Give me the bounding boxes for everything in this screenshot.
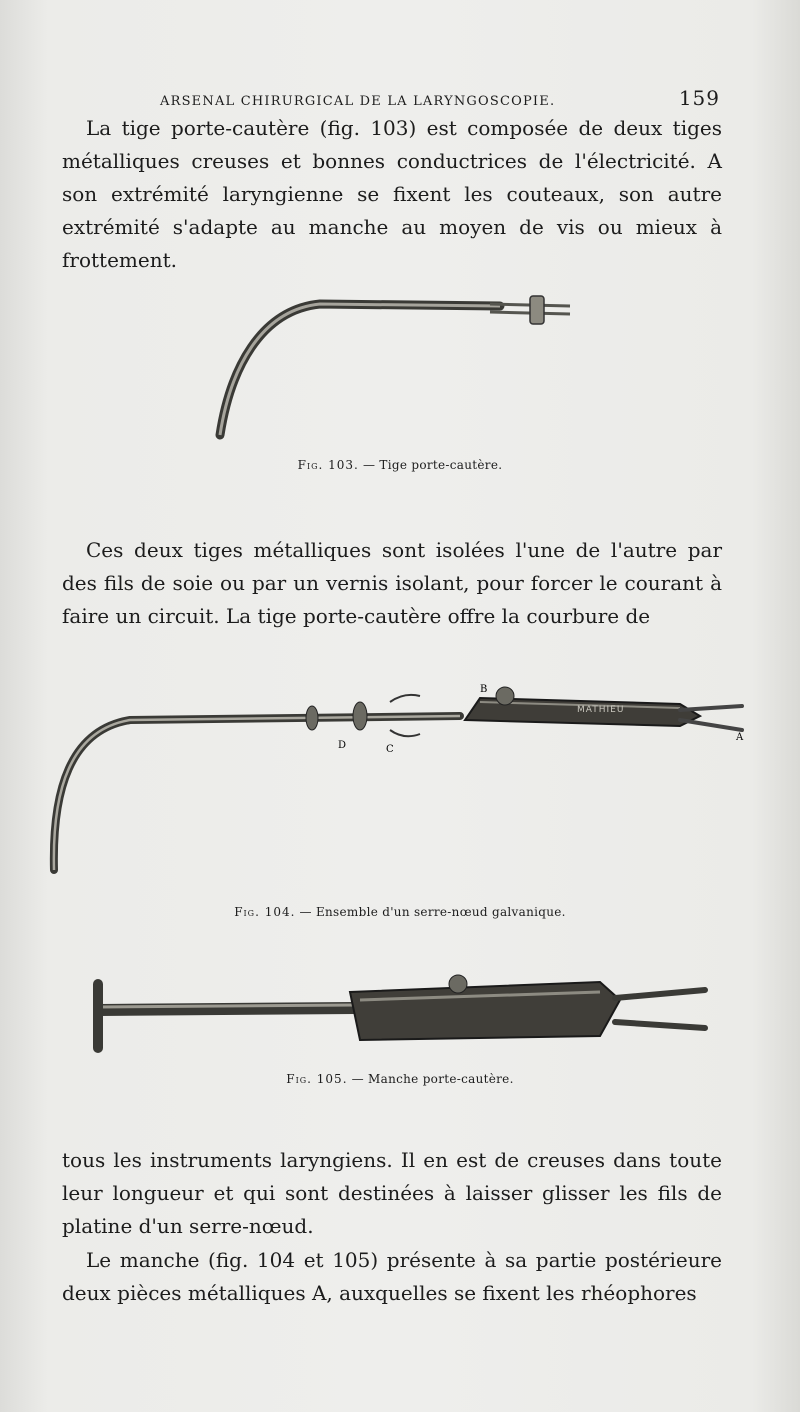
marker-a: A xyxy=(736,732,744,743)
running-title: ARSENAL CHIRURGICAL DE LA LARYNGOSCOPIE. xyxy=(160,94,556,109)
handle-engraving: MATHIEU xyxy=(577,705,625,715)
figure-104-caption-text: — Ensemble d'un serre-nœud galvanique. xyxy=(299,905,566,919)
figure-105-label: Fig. 105. xyxy=(286,1072,348,1086)
figure-103-label: Fig. 103. xyxy=(297,458,359,472)
figure-103-caption-text: — Tige porte-cautère. xyxy=(363,458,503,472)
figure-105-image xyxy=(80,970,720,1060)
marker-c: C xyxy=(386,744,394,755)
paragraph-3: tous les instruments laryngiens. Il en est de creuses dans toute leur longueur et qui sont destinées à laisser glisser les fils de platine d'un serre-nœud. xyxy=(62,1148,722,1238)
figure-104-caption xyxy=(0,905,800,919)
paragraph-1: La tige porte-cautère (fig. 103) est composée de deux tiges métalliques creuses et bonnes conductrices de l'électricité. A son extrémité laryngienne se fixent les couteaux, son autre extrémité s'adapte au manche au moyen de vis ou mieux à frottement. xyxy=(62,116,722,272)
figure-103-image xyxy=(200,290,590,450)
figure-104-image xyxy=(40,680,760,890)
page-number: 159 xyxy=(678,86,720,110)
marker-d: D xyxy=(338,740,347,751)
figure-105-caption-text: — Manche porte-cautère. xyxy=(351,1072,514,1086)
figure-105-caption xyxy=(0,1072,800,1086)
figure-103-caption xyxy=(0,458,800,472)
paragraph-4: Le manche (fig. 104 et 105) présente à sa partie postérieure deux pièces métalliques A, auxquelles se fixent les rhéophores xyxy=(62,1248,722,1305)
paragraph-2: Ces deux tiges métalliques sont isolées l'une de l'autre par des fils de soie ou par un vernis isolant, pour forcer le courant à faire un circuit. La tige porte-cautère offre la courbure de xyxy=(62,538,722,628)
running-header xyxy=(160,86,720,110)
marker-b: B xyxy=(480,684,488,695)
figure-104-label: Fig. 104. xyxy=(234,905,296,919)
